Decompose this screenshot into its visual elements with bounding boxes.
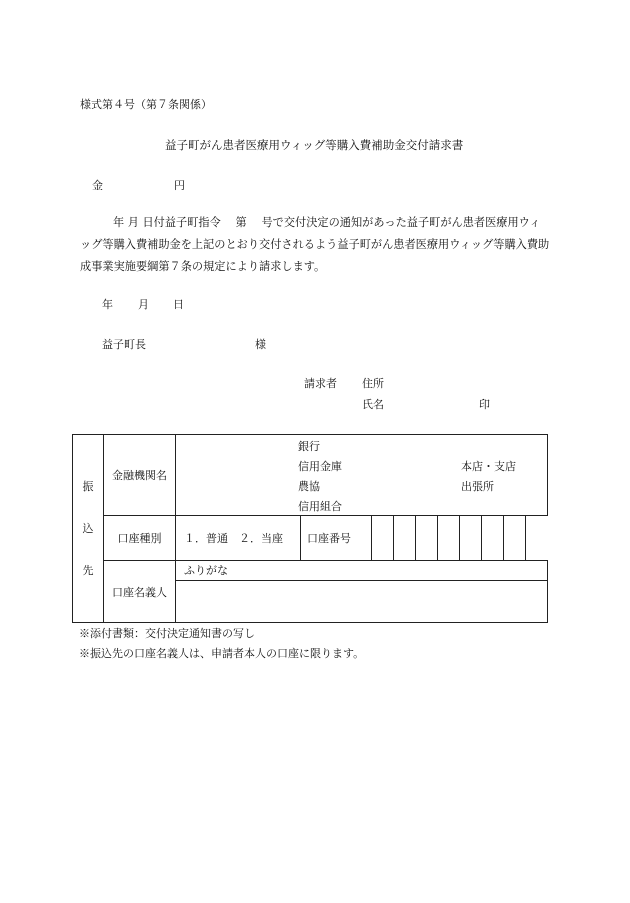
document-title: 益子町がん患者医療用ウィッグ等購入費補助金交付請求書 — [165, 138, 464, 152]
request-body-text: 年 月 日付益子町指令 第 号で交付決定の通知があった益子町がん患者医療用ウィッグ等購入費補助金を上記のとおり交付されるよう益子町がん患者医療用ウィッグ等購入費助成事業実施要綱第７条の規定により請求します。 — [80, 216, 550, 273]
note-attachment: ※添付書類：交付決定通知書の写し — [79, 627, 255, 640]
branch-office: 出張所 — [461, 480, 494, 493]
institution-field[interactable] — [176, 435, 548, 516]
account-holder-label: 口座名義人 — [104, 561, 176, 623]
institution-label: 金融機関名 — [104, 435, 176, 516]
addressee-name: 益子町長 — [102, 338, 146, 351]
institution-options — [176, 435, 547, 515]
account-holder-field[interactable] — [176, 561, 548, 623]
requester-address-label: 住所 — [362, 377, 384, 390]
date-month: 月 — [138, 298, 149, 311]
account-digit-1[interactable] — [372, 516, 394, 561]
account-digit-5[interactable] — [460, 516, 482, 561]
side-char-2: 込 — [82, 521, 94, 535]
amount-unit: 円 — [174, 179, 185, 192]
account-digit-2[interactable] — [394, 516, 416, 561]
account-holder-name-field[interactable] — [176, 581, 547, 622]
amount-label: 金 — [92, 179, 103, 192]
side-char-3: 先 — [82, 563, 94, 577]
seal-mark: 印 — [479, 398, 490, 411]
bank-transfer-table — [72, 434, 548, 623]
account-digit-4[interactable] — [438, 516, 460, 561]
account-type-label: 口座種別 — [104, 516, 176, 561]
account-digit-6[interactable] — [482, 516, 504, 561]
type-bank: 銀行 — [298, 440, 320, 453]
type-shinkumi: 信用組合 — [298, 500, 342, 513]
account-digit-7[interactable] — [504, 516, 526, 561]
type-shinkin: 信用金庫 — [298, 460, 342, 473]
account-type-options[interactable]: １．普通 ２．当座 — [176, 516, 301, 561]
addressee-honorific: 様 — [255, 338, 266, 351]
date-year: 年 — [102, 298, 113, 311]
type-nokyo: 農協 — [298, 480, 320, 493]
branch-main: 本店・支店 — [461, 460, 516, 473]
transfer-destination-label — [73, 435, 104, 623]
requester-name-label: 氏名 — [362, 398, 384, 411]
form-number: 様式第４号（第７条関係） — [80, 98, 212, 111]
requester-label: 請求者 — [304, 377, 337, 390]
side-char-1: 振 — [82, 479, 94, 493]
account-number-label: 口座番号 — [301, 516, 372, 561]
furigana-label: ふりがな — [176, 561, 547, 581]
note-account-holder: ※振込先の口座名義人は、申請者本人の口座に限ります。 — [79, 647, 365, 660]
account-digit-3[interactable] — [416, 516, 438, 561]
request-body — [80, 212, 550, 278]
date-day: 日 — [173, 298, 184, 311]
